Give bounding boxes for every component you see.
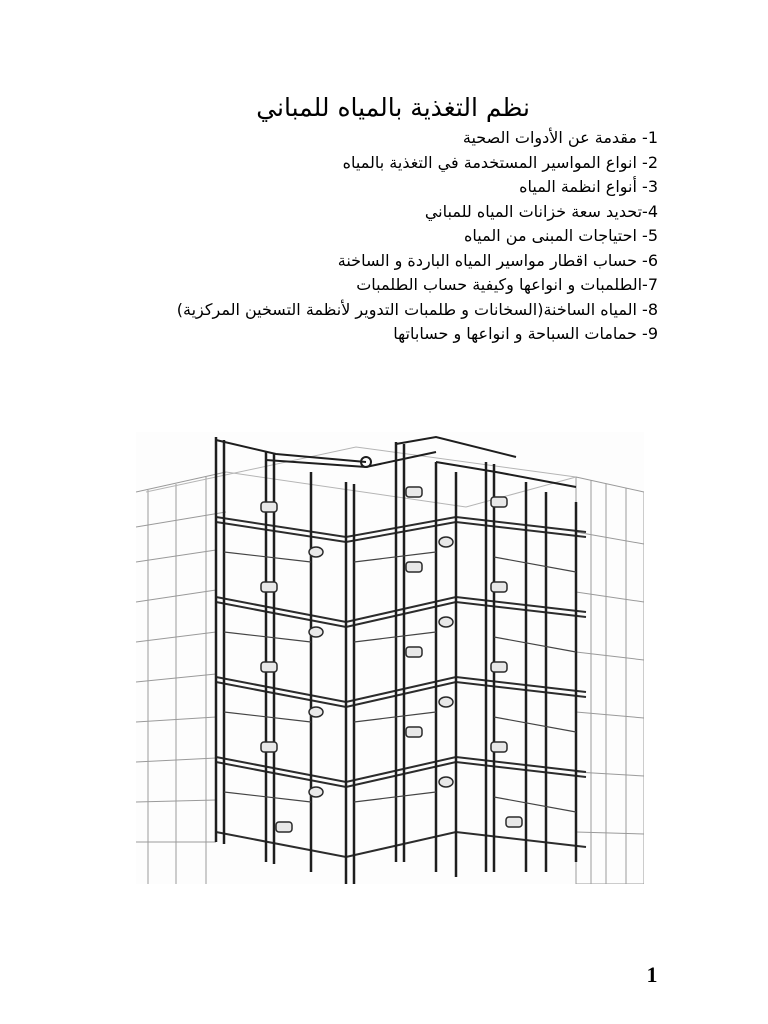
page-number: 1 [646, 962, 658, 987]
toc-item: 3- أنواع انظمة المياه [519, 177, 658, 196]
sanitary-fixtures [261, 487, 522, 832]
piping-isometric-drawing [136, 432, 644, 884]
toc-item: 2- انواع المواسير المستخدمة في التغذية بالمياه [342, 152, 658, 172]
toc-item: 4-تحديد سعة خزانات المياه للمباني [424, 201, 658, 221]
toc-item: 6- حساب اقطار مواسير المياه الباردة و الساخنة [337, 250, 658, 270]
table-of-contents [170, 126, 658, 347]
piping-isometric-figure [136, 432, 644, 884]
toc-item: 5- احتياجات المبنى من المياه [464, 226, 658, 245]
building-left-background [136, 472, 226, 884]
toc-item: 8- المياه الساخنة(السخانات و طلمبات التدوير لأنظمة التسخين المركزية) [176, 299, 658, 319]
toc-item: 1- مقدمة عن الأدوات الصحية [462, 128, 658, 147]
toc-item: 7-الطلمبات و انواعها وكيفية حساب الطلمبات [356, 275, 658, 294]
floor-piping-planes [216, 517, 586, 857]
building-right-background [576, 477, 644, 884]
page-title: نظم التغذية بالمياه للمباني [256, 93, 530, 122]
toc-item: 9- حمامات السباحة و انواعها و حساباتها [393, 324, 658, 343]
